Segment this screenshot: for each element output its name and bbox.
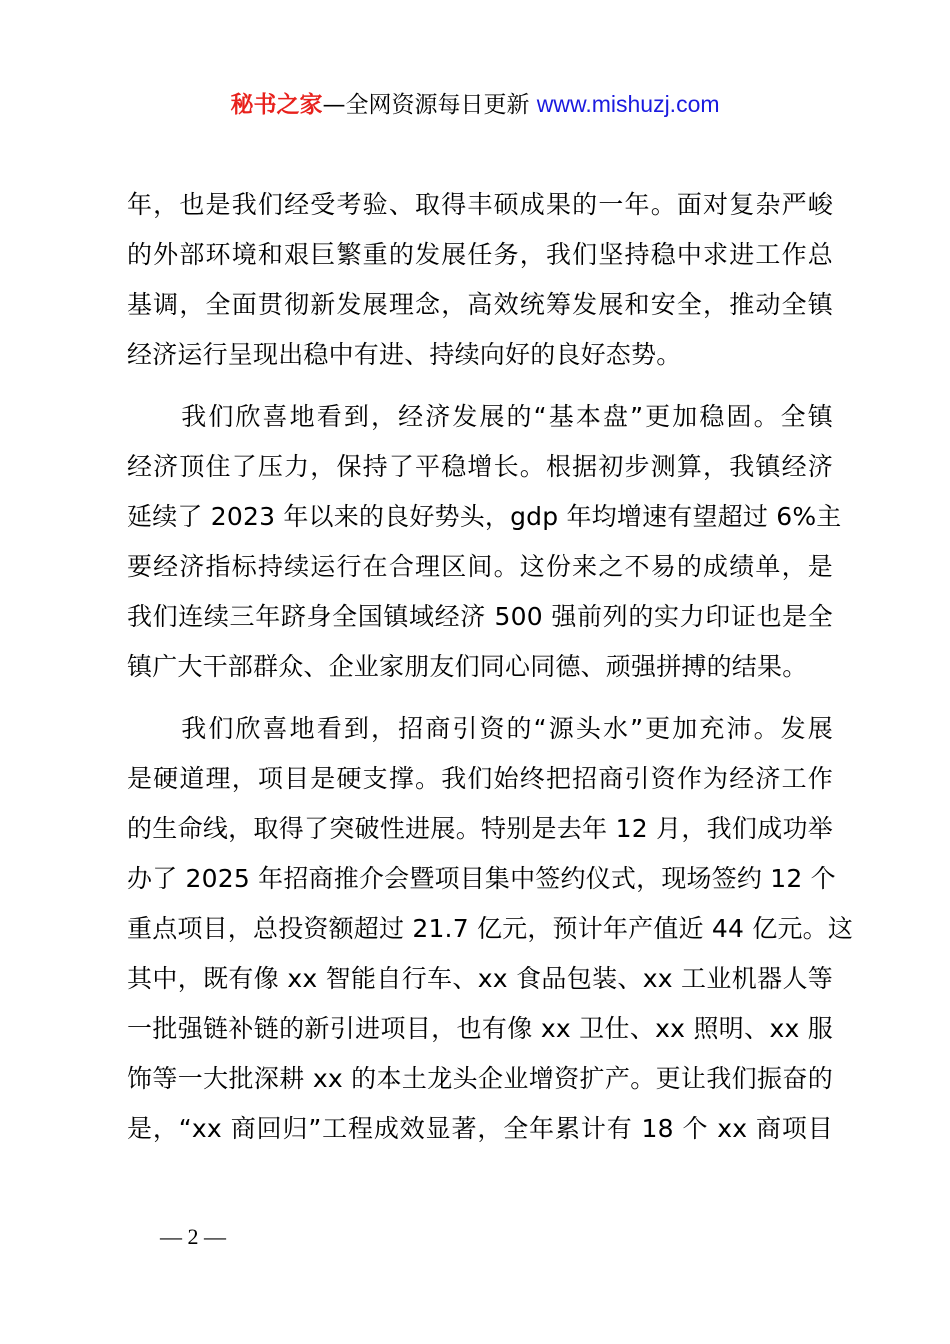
page-number: — 2 —: [160, 1224, 226, 1249]
text-line: 的生命线，取得了突破性进展。特别是去年 12 月，我们成功举: [127, 814, 833, 843]
text-line: 镇广大干部群众、企业家朋友们同心同德、顽强拼搏的结果。: [127, 652, 808, 681]
text-line: 年，也是我们经受考验、取得丰硕成果的一年。面对复杂严峻: [127, 190, 833, 219]
paragraph-1: [127, 180, 833, 380]
paragraph-3: [127, 704, 854, 1154]
site-url-link[interactable]: www.mishuzj.com: [536, 91, 720, 117]
text-line: 饰等一大批深耕 xx 的本土龙头企业增资扩产。更让我们振奋的: [127, 1064, 833, 1093]
text-line: 基调，全面贯彻新发展理念，高效统筹发展和安全，推动全镇: [127, 290, 833, 319]
text-line: 经济运行呈现出稳中有进、持续向好的良好态势。: [127, 340, 682, 369]
text-line: 办了 2025 年招商推介会暨项目集中签约仪式，现场签约 12 个: [127, 864, 836, 893]
text-line: 要经济指标持续运行在合理区间。这份来之不易的成绩单，是: [127, 552, 833, 581]
text-line: 我们欣喜地看到，经济发展的“基本盘”更加稳固。全镇: [127, 402, 833, 431]
text-line: 经济顶住了压力，保持了平稳增长。根据初步测算，我镇经济: [127, 452, 833, 481]
document-body: [127, 180, 854, 1154]
text-line: 一批强链补链的新引进项目，也有像 xx 卫仕、xx 照明、xx 服: [127, 1014, 833, 1043]
brand-name: 秘书之家: [230, 92, 323, 118]
text-line: 我们连续三年跻身全国镇域经济 500 强前列的实力印证也是全: [127, 602, 833, 631]
text-line: 重点项目，总投资额超过 21.7 亿元，预计年产值近 44 亿元。这: [127, 914, 854, 943]
text-line: 我们欣喜地看到，招商引资的“源头水”更加充沛。发展: [127, 714, 833, 743]
site-header: [0, 86, 950, 123]
text-line: 其中，既有像 xx 智能自行车、xx 食品包装、xx 工业机器人等: [127, 964, 833, 993]
text-line: 的外部环境和艰巨繁重的发展任务，我们坚持稳中求进工作总: [127, 240, 833, 269]
text-line: 延续了 2023 年以来的良好势头，gdp 年均增速有望超过 6%主: [127, 502, 842, 531]
text-line: 是硬道理，项目是硬支撑。我们始终把招商引资作为经济工作: [127, 764, 833, 793]
text-line: 是，“xx 商回归”工程成效显著，全年累计有 18 个 xx 商项目: [127, 1114, 833, 1143]
paragraph-2: [127, 392, 842, 692]
header-tagline: —全网资源每日更新: [322, 92, 537, 118]
